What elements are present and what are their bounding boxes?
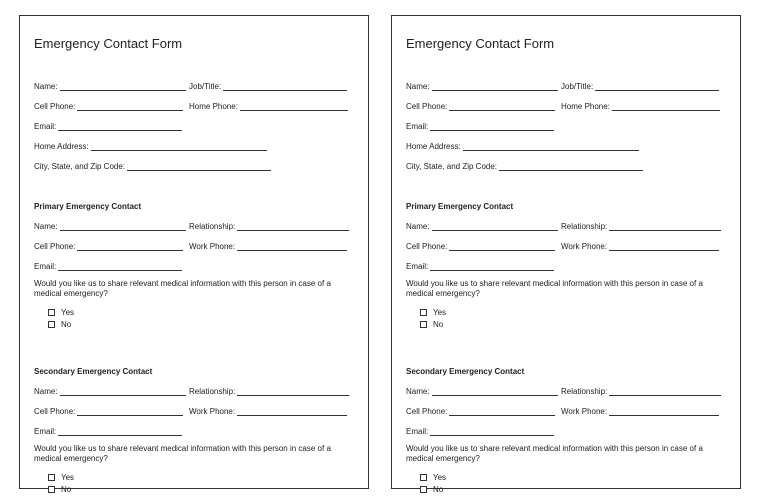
primary-relationship-field[interactable] (237, 222, 349, 231)
primary-yes-checkbox[interactable] (48, 309, 55, 316)
secondary-relationship-field[interactable] (237, 387, 349, 396)
secondary-relationship-field[interactable] (609, 387, 721, 396)
form-title: Emergency Contact Form (34, 36, 183, 51)
secondary-no-checkbox[interactable] (420, 486, 427, 493)
primary-no-label: No (61, 319, 72, 329)
primary-cell-phone-label: Cell Phone: (406, 242, 448, 251)
secondary-name-field[interactable] (432, 387, 558, 396)
secondary-medical-question: Would you like us to share relevant medical information with this person in case of a medical emergency? (406, 444, 703, 463)
job-title-label: Job/Title: (189, 82, 222, 91)
primary-yes-label: Yes (61, 307, 75, 317)
home-phone-label: Home Phone: (561, 102, 610, 111)
secondary-cell-phone-label: Cell Phone: (406, 407, 448, 416)
secondary-yes-label: Yes (61, 472, 75, 482)
primary-name-label: Name: (406, 222, 430, 231)
primary-name-field[interactable] (432, 222, 558, 231)
cell-phone-field[interactable] (449, 102, 555, 111)
secondary-relationship-label: Relationship: (189, 387, 236, 396)
primary-cell-phone-field[interactable] (77, 242, 183, 251)
primary-cell-phone-label: Cell Phone: (34, 242, 76, 251)
primary-work-phone-field[interactable] (609, 242, 719, 251)
secondary-email-label: Email: (34, 427, 57, 436)
form-page-left (19, 15, 369, 494)
primary-contact-heading: Primary Emergency Contact (34, 202, 142, 211)
primary-work-phone-label: Work Phone: (189, 242, 236, 251)
name-field[interactable] (60, 82, 186, 91)
name-field[interactable] (432, 82, 558, 91)
primary-cell-phone-field[interactable] (449, 242, 555, 251)
secondary-no-label: No (61, 484, 72, 494)
name-label: Name: (406, 82, 430, 91)
secondary-email-label: Email: (406, 427, 429, 436)
secondary-relationship-label: Relationship: (561, 387, 608, 396)
primary-name-field[interactable] (60, 222, 186, 231)
secondary-yes-checkbox[interactable] (420, 474, 427, 481)
primary-email-field[interactable] (58, 262, 182, 271)
primary-relationship-field[interactable] (609, 222, 721, 231)
home-address-field[interactable] (91, 142, 267, 151)
home-address-label: Home Address: (34, 142, 89, 151)
secondary-name-label: Name: (34, 387, 58, 396)
primary-no-checkbox[interactable] (420, 321, 427, 328)
primary-medical-question: Would you like us to share relevant medical information with this person in case of a medical emergency? (34, 279, 331, 298)
primary-relationship-label: Relationship: (561, 222, 608, 231)
secondary-no-label: No (433, 484, 444, 494)
secondary-contact-heading: Secondary Emergency Contact (34, 367, 153, 376)
primary-contact-heading: Primary Emergency Contact (406, 202, 514, 211)
name-label: Name: (34, 82, 58, 91)
cell-phone-label: Cell Phone: (34, 102, 76, 111)
home-phone-field[interactable] (240, 102, 348, 111)
primary-email-field[interactable] (430, 262, 554, 271)
job-title-field[interactable] (223, 82, 347, 91)
secondary-work-phone-field[interactable] (609, 407, 719, 416)
secondary-yes-checkbox[interactable] (48, 474, 55, 481)
secondary-yes-label: Yes (433, 472, 447, 482)
home-phone-field[interactable] (612, 102, 720, 111)
primary-name-label: Name: (34, 222, 58, 231)
secondary-work-phone-field[interactable] (237, 407, 347, 416)
primary-work-phone-field[interactable] (237, 242, 347, 251)
home-phone-label: Home Phone: (189, 102, 238, 111)
home-address-field[interactable] (463, 142, 639, 151)
email-field[interactable] (58, 122, 182, 131)
city-state-zip-label: City, State, and Zip Code: (406, 162, 498, 171)
form-title: Emergency Contact Form (406, 36, 555, 51)
city-state-zip-field[interactable] (127, 162, 271, 171)
email-label: Email: (406, 122, 429, 131)
secondary-work-phone-label: Work Phone: (189, 407, 236, 416)
job-title-field[interactable] (595, 82, 719, 91)
primary-work-phone-label: Work Phone: (561, 242, 608, 251)
secondary-cell-phone-label: Cell Phone: (34, 407, 76, 416)
primary-email-label: Email: (406, 262, 429, 271)
city-state-zip-field[interactable] (499, 162, 643, 171)
primary-email-label: Email: (34, 262, 57, 271)
primary-no-label: No (433, 319, 444, 329)
secondary-cell-phone-field[interactable] (449, 407, 555, 416)
primary-yes-label: Yes (433, 307, 447, 317)
secondary-name-field[interactable] (60, 387, 186, 396)
city-state-zip-label: City, State, and Zip Code: (34, 162, 126, 171)
secondary-contact-heading: Secondary Emergency Contact (406, 367, 525, 376)
form-page-right (391, 15, 741, 494)
home-address-label: Home Address: (406, 142, 461, 151)
secondary-no-checkbox[interactable] (48, 486, 55, 493)
primary-medical-question: Would you like us to share relevant medical information with this person in case of a medical emergency? (406, 279, 703, 298)
secondary-email-field[interactable] (58, 427, 182, 436)
email-field[interactable] (430, 122, 554, 131)
secondary-cell-phone-field[interactable] (77, 407, 183, 416)
secondary-name-label: Name: (406, 387, 430, 396)
cell-phone-label: Cell Phone: (406, 102, 448, 111)
primary-no-checkbox[interactable] (48, 321, 55, 328)
primary-yes-checkbox[interactable] (420, 309, 427, 316)
secondary-medical-question: Would you like us to share relevant medical information with this person in case of a medical emergency? (34, 444, 331, 463)
cell-phone-field[interactable] (77, 102, 183, 111)
secondary-work-phone-label: Work Phone: (561, 407, 608, 416)
secondary-email-field[interactable] (430, 427, 554, 436)
job-title-label: Job/Title: (561, 82, 594, 91)
primary-relationship-label: Relationship: (189, 222, 236, 231)
email-label: Email: (34, 122, 57, 131)
